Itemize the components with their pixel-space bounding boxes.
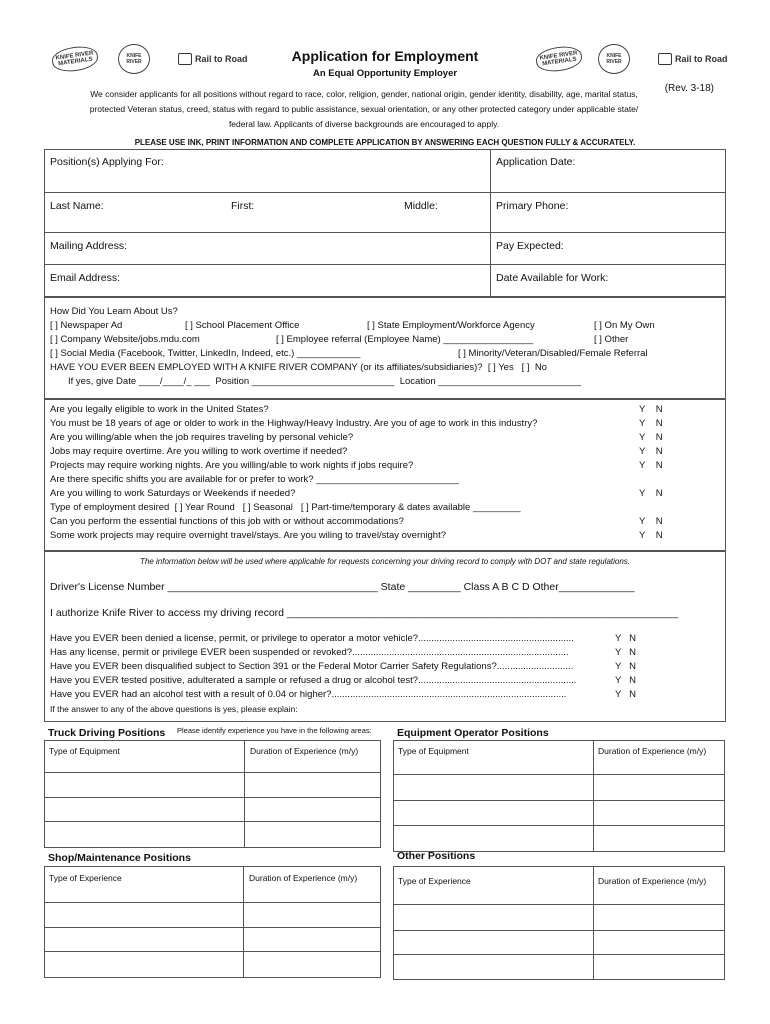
first-name-field[interactable]: First: [231,200,255,212]
middle-name-field[interactable]: Middle: [404,200,438,212]
driving-question: Have you EVER been disqualified subject to Section 391 or the Federal Motor Carrier Safety Regulations?............................. [50,661,574,672]
option-employee-referral[interactable]: [ ] Employee referral (Employee Name) _________________ [276,334,534,345]
driving-question: Have you EVER tested positive, adulterated a sample or refused a drug or alcohol test?............................................................ [50,675,577,686]
option-social-media[interactable]: [ ] Social Media (Facebook, Twitter, LinkedIn, Indeed, etc.) ____________ [50,348,361,359]
eoe-statement: We consider applicants for all positions without regard to race, color, religion, gender, national origin, gender identity, disability, age, marital status, protected Veteran status, creed, status with regard to public assistance, sexual orientation, or any other protected category under applicable state/ federal law. Applicants of diverse backgrounds are encouraged to apply. [89,89,639,129]
eligibility-question: Are there specific shifts you are available for or prefer to work? ___________________________ [50,474,459,485]
eligibility-yes-no[interactable]: Y N [639,446,663,457]
explain-prompt: If the answer to any of the above questions is yes, please explain: [50,704,298,714]
positions-field[interactable]: Position(s) Applying For: [50,156,164,168]
eligibility-question: You must be 18 years of age or older to work in the Highway/Heavy Industry. Are you of age to work in this industry? [50,418,538,429]
revision-label: (Rev. 3-18) [664,83,714,94]
date-available-field[interactable]: Date Available for Work: [496,272,609,284]
truck-driving-table [44,740,381,848]
eligibility-yes-no[interactable]: Y N [639,516,663,527]
eligibility-yes-no[interactable]: Y N [639,530,663,541]
equipment-col-duration: Duration of Experience (m/y) [598,746,707,756]
instructions: PLEASE USE INK, PRINT INFORMATION AND COMPLETE APPLICATION BY ANSWERING EACH QUESTION FULLY & ACCURATELY. [134,138,636,147]
eligibility-question: Type of employment desired [ ] Year Round [ ] Seasonal [ ] Part-time/temporary & dates available _________ [50,502,521,513]
option-on-my-own[interactable]: [ ] On My Own [594,320,655,331]
option-other[interactable]: [ ] Other [594,334,629,345]
driving-yes-no[interactable]: Y N [615,647,636,658]
eligibility-question: Jobs may require overtime. Are you willing to work overtime if needed? [50,446,348,457]
driving-yes-no[interactable]: Y N [615,675,636,686]
last-name-field[interactable]: Last Name: [50,200,104,212]
page-subtitle: An Equal Opportunity Employer [312,68,458,79]
eligibility-yes-no[interactable]: Y N [639,460,663,471]
rail-to-road-logo-right: Rail to Road [658,46,728,72]
eligibility-yes-no[interactable]: Y N [639,404,663,415]
equipment-operator-title: Equipment Operator Positions [397,727,549,739]
learn-heading: How Did You Learn About Us? [50,306,178,317]
other-positions-title: Other Positions [397,850,476,862]
eligibility-question: Some work projects may require overnight travel/stays. Are you wiling to travel/stay overnight? [50,530,447,541]
shop-col-duration: Duration of Experience (m/y) [249,873,358,883]
knife-river-materials-logo-right: KNIFE RIVER MATERIALS [536,46,582,72]
previously-employed-question[interactable]: HAVE YOU EVER BEEN EMPLOYED WITH A KNIFE RIVER COMPANY (or its affiliates/subsidiaries)? [ ] Yes [ ] No [50,362,547,373]
eligibility-question: Can you perform the essential functions of this job with or without accommodations? [50,516,404,527]
knife-river-seal-logo-left: KNIFE RIVER [118,46,150,72]
eligibility-yes-no[interactable]: Y N [639,432,663,443]
option-company-website[interactable]: [ ] Company Website/jobs.mdu.com [50,334,200,345]
other-col-experience: Type of Experience [398,876,471,886]
truck-col-duration: Duration of Experience (m/y) [250,746,359,756]
driving-question: Has any license, permit or privilege EVER been suspended or revoked?.................................................................................. [50,647,569,658]
email-address-field[interactable]: Email Address: [50,272,121,284]
eligibility-yes-no[interactable]: Y N [639,488,663,499]
option-state-employment[interactable]: [ ] State Employment/Workforce Agency [367,320,535,331]
driving-note: The information below will be used where applicable for requests concerning your driving record to comply with DOT and state regulations. [139,557,631,566]
eligibility-question: Are you willing to work Saturdays or Weekends if needed? [50,488,296,499]
application-date-field[interactable]: Application Date: [496,156,576,168]
truck-driving-title: Truck Driving Positions [48,727,166,739]
driving-yes-no[interactable]: Y N [615,689,636,700]
pay-expected-field[interactable]: Pay Expected: [496,240,564,252]
truck-col-equipment: Type of Equipment [49,746,120,756]
knife-river-materials-logo-left: KNIFE RIVER MATERIALS [52,46,98,72]
personal-info-box [44,149,726,298]
primary-phone-field[interactable]: Primary Phone: [496,200,569,212]
previous-employment-details[interactable]: If yes, give Date ____/____/_ ___ Position ___________________________ Location ___________________________ [68,376,581,387]
drivers-license-field[interactable]: Driver's License Number ____________________________________ State _________ Class A B C D Other_____________ [50,581,635,593]
authorize-driving-record-field[interactable]: I authorize Knife River to access my driving record ___________________________________________________________________ [50,607,679,619]
driving-question: Have you EVER been denied a license, permit, or privilege to operator a motor vehicle?........................................................... [50,633,574,644]
page-title: Application for Employment [291,48,479,64]
shop-col-experience: Type of Experience [49,873,122,883]
driving-question: Have you EVER had an alcohol test with a result of 0.04 or higher?......................................................................................... [50,689,567,700]
eligibility-question: Are you legally eligible to work in the United States? [50,404,269,415]
other-col-duration: Duration of Experience (m/y) [598,876,707,886]
equipment-col-equipment: Type of Equipment [398,746,469,756]
knife-river-seal-logo-right: KNIFE RIVER [598,46,630,72]
equipment-operator-table [393,740,725,852]
option-minority-referral[interactable]: [ ] Minority/Veteran/Disabled/Female Referral [458,348,648,359]
option-school-placement[interactable]: [ ] School Placement Office [185,320,300,331]
eligibility-yes-no[interactable]: Y N [639,418,663,429]
driving-yes-no[interactable]: Y N [615,661,636,672]
eligibility-question: Projects may require working nights. Are you willing/able to work nights if jobs require? [50,460,414,471]
driving-yes-no[interactable]: Y N [615,633,636,644]
mailing-address-field[interactable]: Mailing Address: [50,240,128,252]
experience-note: Please identify experience you have in the following areas: [177,726,372,735]
rail-to-road-logo-left: Rail to Road [178,46,248,72]
option-newspaper[interactable]: [ ] Newspaper Ad [50,320,123,331]
eligibility-question: Are you willing/able when the job requires traveling by personal vehicle? [50,432,354,443]
shop-maintenance-title: Shop/Maintenance Positions [48,852,191,864]
